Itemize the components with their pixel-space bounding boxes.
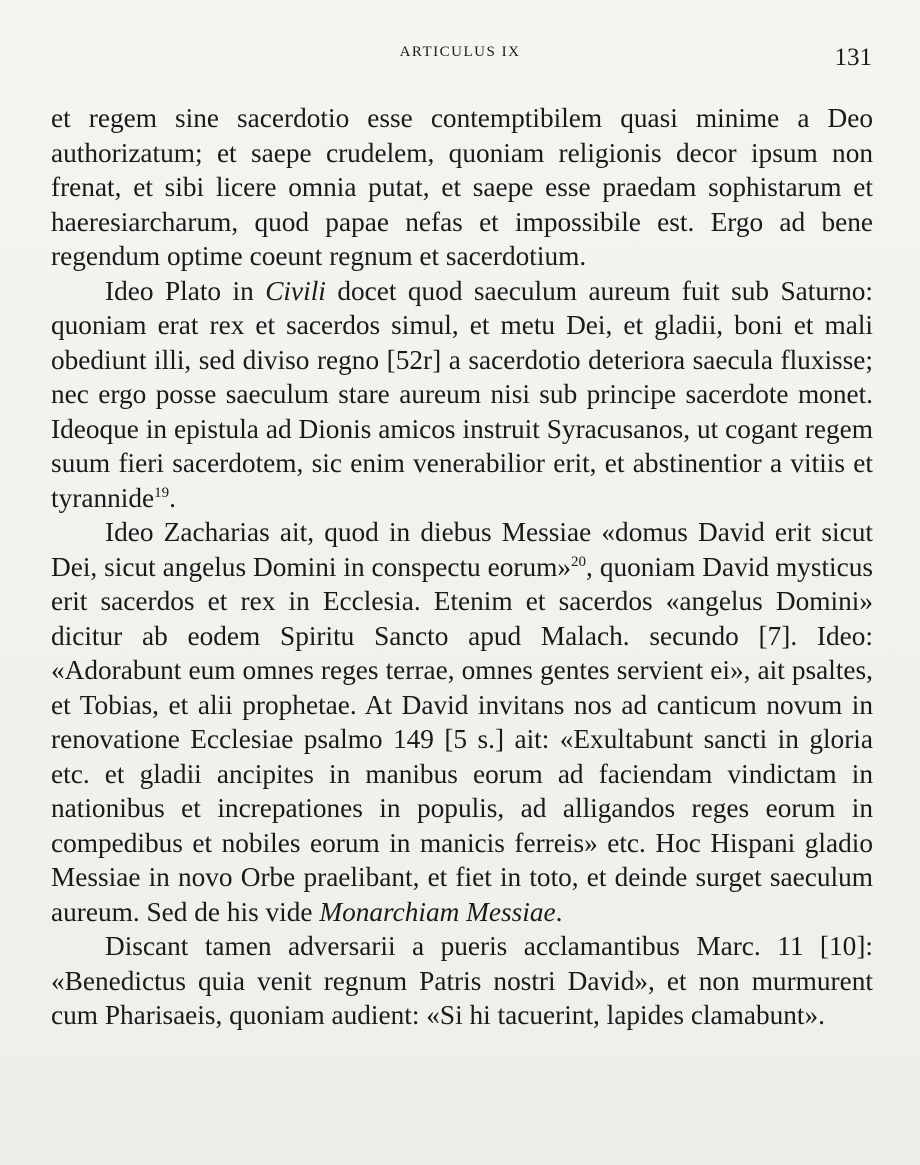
running-header [0,44,920,74]
text-run: docet quod saeculum aureum fuit sub Saturno: quoniam erat rex et sacerdos simul, et metu Dei, et gladii, boni et mali obediunt illi, sed diviso regno [52r] a sacerdotio deteriora saecula fluxisse; nec ergo posse saeculum stare aureum nisi sub principe sacerdote monet. Ideoque in epistula ad Dionis amicos instruit Syracusanos, ut cogant regem suum fieri sacerdotem, sic enim venerabilior erit, et abstinentior a vitiis et tyrannide [51,275,873,513]
page-number: 131 [834,44,872,71]
text-run: , quoniam David mysticus erit sacerdos et rex in Ecclesia. Etenim et sacerdos «angelus Domini» dicitur ab eodem Spiritu Sancto apud Malach. secundo [7]. Ideo: «Adorabunt eum omnes reges terrae, omnes gentes servient ei», ait psaltes, et Tobias, et alii prophetae. At David invitans nos ad canticum novum in renovatione Ecclesiae psalmo 149 [5 s.] ait: «Exultabunt sancti in gloria etc. et gladii ancipites in manibus eorum ad faciendam vindictam in nationibus et increpationes in populis, ad alligandos reges eorum in compedibus et nobiles eorum in manicis ferreis» etc. Hoc Hispani gladio Messiae in novo Orbe praelibant, et fiet in toto, et deinde surget saeculum aureum. Sed de his vide [51,551,874,927]
paragraph [51,515,873,929]
paragraph [51,274,873,516]
text-run: Ideo Zacharias ait, quod in diebus Messiae «domus David erit sicut Dei, sicut angelus Domini in conspectu eorum» [51,517,873,582]
italic-title: Civili [265,275,326,306]
paragraph [51,929,873,1033]
footnote-marker: 20 [571,553,587,570]
footnote-marker: 19 [154,484,170,501]
text-run: Ideo Plato in [105,275,266,306]
text-run: . [169,482,176,513]
text-run: . [555,896,563,927]
body-text [51,101,873,1033]
text-run: Discant tamen adversarii a pueris acclamantibus Marc. 11 [10]: «Benedictus quia venit regnum Patris nostri David», et non murmurent cum Pharisaeis, quoniam audient: «Si hi tacuerint, lapides clamabunt». [51,931,873,1030]
running-title: ARTICULUS IX [399,44,521,60]
text-run: et regem sine sacerdotio esse contemptibilem quasi minime a Deo authorizatum; et saepe crudelem, quoniam religionis decor ipsum non frenat, et sibi licere omnia putat, et saepe esse praedam sophistarum et haeresiarcharum, quod papae nefas et impossibile est. Ergo ad bene regendum optime coeunt regnum et sacerdotium. [51,103,873,271]
italic-title: Monarchiam Messiae [319,896,556,927]
paragraph [51,101,873,274]
